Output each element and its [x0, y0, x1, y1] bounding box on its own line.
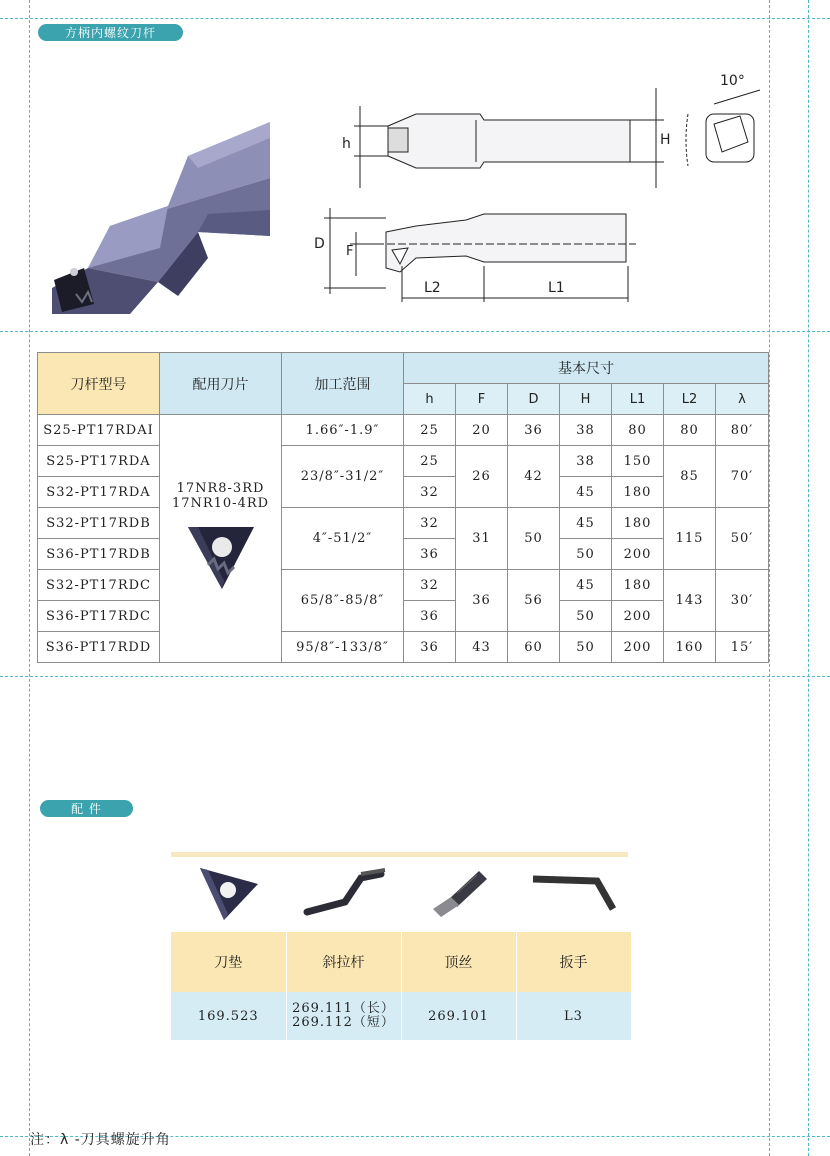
- header-col-D: D: [508, 384, 560, 415]
- cell-h: 32: [404, 477, 456, 508]
- cell-range: 23/8″-31/2″: [282, 446, 404, 508]
- insert-image: [184, 519, 258, 593]
- accessories-top-bar: [171, 852, 628, 857]
- wrench-image: [529, 871, 619, 915]
- cell-h: 36: [404, 539, 456, 570]
- cell-lambda: 50′: [716, 508, 769, 570]
- cell-F: 20: [456, 415, 508, 446]
- header-dimensions: 基本尺寸: [404, 353, 769, 384]
- accessory-name-set-screw: 顶丝: [401, 932, 516, 992]
- cell-L2: 85: [664, 446, 716, 508]
- cell-model: S36-PT17RDD: [38, 632, 160, 663]
- dim-label-L2: L2: [424, 280, 441, 296]
- technical-drawing-side-view: [316, 196, 636, 306]
- cell-H: 45: [560, 570, 612, 601]
- cell-model: S32-PT17RDB: [38, 508, 160, 539]
- shim-image: [198, 864, 260, 922]
- cell-D: 36: [508, 415, 560, 446]
- cell-H: 50: [560, 601, 612, 632]
- cell-L1: 80: [612, 415, 664, 446]
- cell-h: 25: [404, 415, 456, 446]
- cell-L1: 200: [612, 601, 664, 632]
- insert-name-2: 17NR10-4RD: [171, 495, 270, 511]
- header-col-h: h: [404, 384, 456, 415]
- accessory-image-pull-rod: [286, 858, 401, 932]
- cell-H: 45: [560, 477, 612, 508]
- accessory-name-pull-rod: 斜拉杆: [286, 932, 401, 992]
- header-col-F: F: [456, 384, 508, 415]
- cell-lambda: 15′: [716, 632, 769, 663]
- table-row: [38, 570, 769, 601]
- guide-line-top: [0, 18, 830, 19]
- header-col-L1: L1: [612, 384, 664, 415]
- pull-rod-code-short: 269.112（短）: [292, 1015, 395, 1030]
- cell-H: 38: [560, 415, 612, 446]
- header-model: 刀杆型号: [38, 353, 160, 415]
- accessory-code-wrench: L3: [516, 992, 631, 1040]
- cell-F: 43: [456, 632, 508, 663]
- header-col-L2: L2: [664, 384, 716, 415]
- cell-L1: 200: [612, 539, 664, 570]
- header-col-H: H: [560, 384, 612, 415]
- pull-rod-code-long: 269.111（长）: [292, 1001, 395, 1016]
- cell-range: 95/8″-133/8″: [282, 632, 404, 663]
- cell-range: 4″-51/2″: [282, 508, 404, 570]
- table-row: [38, 508, 769, 539]
- accessory-code-shim: 169.523: [171, 992, 286, 1040]
- cell-h: 25: [404, 446, 456, 477]
- cell-F: 26: [456, 446, 508, 508]
- dim-label-D: D: [314, 236, 325, 252]
- cell-D: 56: [508, 570, 560, 632]
- table-row: [38, 539, 769, 570]
- guide-line-edge: [808, 0, 809, 1156]
- guide-line-lower: [0, 676, 830, 677]
- table-row: [38, 632, 769, 663]
- cell-model: S25-PT17RDAⅠ: [38, 415, 160, 446]
- cell-model: S32-PT17RDA: [38, 477, 160, 508]
- cell-h: 32: [404, 508, 456, 539]
- cell-range: 1.66″-1.9″: [282, 415, 404, 446]
- cell-D: 60: [508, 632, 560, 663]
- insert-name-1: 17NR8-3RD: [176, 480, 265, 496]
- cell-H: 50: [560, 632, 612, 663]
- cell-lambda: 80′: [716, 415, 769, 446]
- cell-D: 42: [508, 446, 560, 508]
- cell-L1: 180: [612, 570, 664, 601]
- technical-drawing-top-view: [330, 70, 770, 194]
- cell-lambda: 30′: [716, 570, 769, 632]
- guide-line-mid: [0, 331, 830, 332]
- footnote: 注：λ -刀具螺旋升角: [30, 1132, 171, 1148]
- cell-h: 32: [404, 570, 456, 601]
- accessory-image-set-screw: [401, 858, 516, 932]
- cell-L1: 200: [612, 632, 664, 663]
- guide-line-left: [29, 0, 30, 1156]
- cell-L2: 115: [664, 508, 716, 570]
- spec-table: [37, 352, 769, 663]
- table-row: [38, 601, 769, 632]
- cell-F: 31: [456, 508, 508, 570]
- accessory-image-wrench: [516, 858, 631, 932]
- accessories-table: [171, 858, 632, 1040]
- section-title: 方柄内螺纹刀杆: [38, 24, 183, 41]
- cell-h: 36: [404, 632, 456, 663]
- header-range: 加工范围: [282, 353, 404, 415]
- accessory-name-wrench: 扳手: [516, 932, 631, 992]
- cell-model: S36-PT17RDB: [38, 539, 160, 570]
- table-row: [38, 477, 769, 508]
- cell-L1: 150: [612, 446, 664, 477]
- pull-rod-image: [301, 864, 387, 922]
- cell-L2: 143: [664, 570, 716, 632]
- cell-h: 36: [404, 601, 456, 632]
- cell-range: 65/8″-85/8″: [282, 570, 404, 632]
- cell-model: S32-PT17RDC: [38, 570, 160, 601]
- dim-label-h: h: [342, 136, 351, 152]
- dim-label-L1: L1: [548, 280, 565, 296]
- cell-L2: 160: [664, 632, 716, 663]
- dim-label-H: H: [660, 132, 671, 148]
- cell-L1: 180: [612, 477, 664, 508]
- cell-L2: 80: [664, 415, 716, 446]
- set-screw-image: [427, 863, 491, 923]
- cell-L1: 180: [612, 508, 664, 539]
- dim-label-angle: 10°: [720, 73, 745, 89]
- accessory-code-set-screw: 269.101: [401, 992, 516, 1040]
- tool-holder-render: [48, 118, 274, 314]
- cell-lambda: 70′: [716, 446, 769, 508]
- cell-F: 36: [456, 570, 508, 632]
- cell-model: S36-PT17RDC: [38, 601, 160, 632]
- accessory-image-shim: [171, 858, 286, 932]
- cell-H: 45: [560, 508, 612, 539]
- accessory-code-pull-rod: [286, 992, 401, 1040]
- accessory-name-shim: 刀垫: [171, 932, 286, 992]
- cell-insert: [160, 415, 282, 663]
- cell-H: 50: [560, 539, 612, 570]
- table-row: [38, 446, 769, 477]
- cell-H: 38: [560, 446, 612, 477]
- header-col-lambda: λ: [716, 384, 769, 415]
- table-row: [38, 415, 769, 446]
- cell-D: 50: [508, 508, 560, 570]
- header-insert: 配用刀片: [160, 353, 282, 415]
- dim-label-F: F: [346, 244, 354, 259]
- cell-model: S25-PT17RDA: [38, 446, 160, 477]
- accessories-title: 配 件: [40, 800, 133, 817]
